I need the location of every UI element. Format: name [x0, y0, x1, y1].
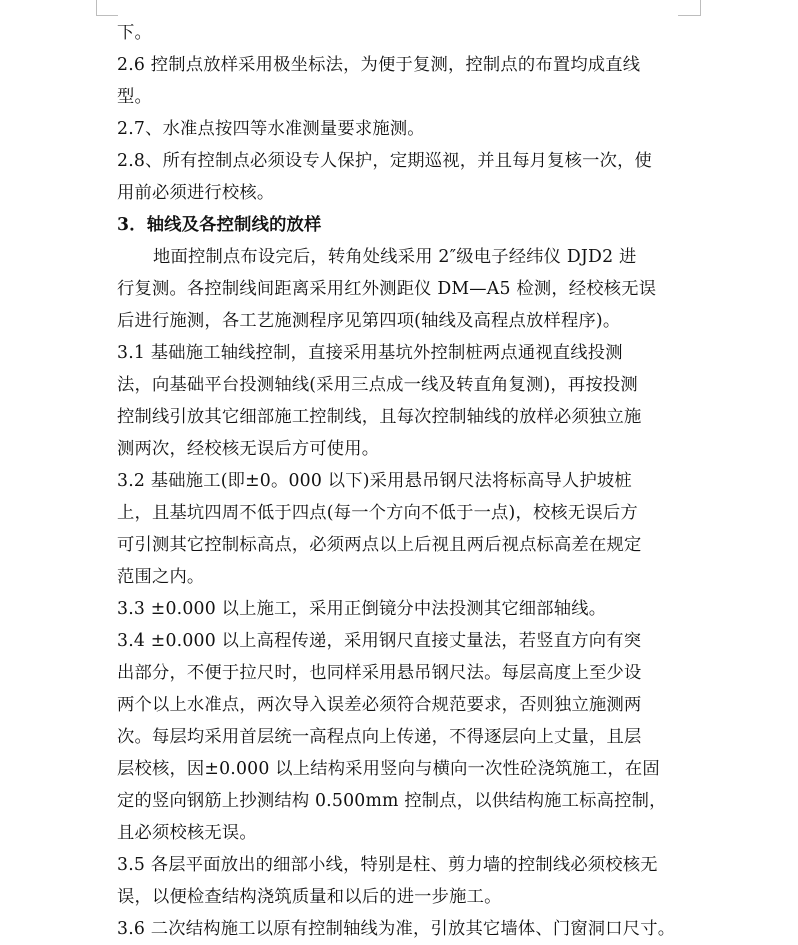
text-line: 控制线引放其它细部施工控制线，且每次控制轴线的放样必须独立施	[117, 407, 642, 427]
text-line: 3.3 ±0.000 以上施工，采用正倒镜分中法投测其它细部轴线。	[117, 599, 607, 619]
text-line: 层校核，因±0.000 以上结构采用竖向与横向一次性砼浇筑施工，在固	[117, 759, 660, 779]
crop-mark-top-right-horizontal	[678, 15, 700, 16]
text-line: 可引测其它控制标高点，必须两点以上后视且两后视点标高差在规定	[117, 535, 642, 555]
text-line: 后进行施测，各工艺施测程序见第四项(轴线及高程点放样程序)。	[117, 311, 621, 331]
text-line: 两个以上水准点，两次导入误差必须符合规范要求，否则独立施测两	[117, 695, 642, 715]
text-line: 3.5 各层平面放出的细部小线，特别是柱、剪力墙的控制线必须校核无	[117, 855, 658, 875]
text-line: 3.2 基础施工(即±0。000 以下)采用悬吊钢尺法将标高导人护坡桩	[117, 471, 632, 491]
text-line: 范围之内。	[117, 567, 205, 587]
text-line: 2.8、所有控制点必须设专人保护，定期巡视，并且每月复核一次，使	[117, 151, 653, 171]
text-line: 型。	[117, 87, 152, 107]
crop-mark-top-left-horizontal	[96, 15, 118, 16]
section-heading: 3．轴线及各控制线的放样	[117, 215, 322, 235]
text-line: 行复测。各控制线间距离采用红外测距仪 DM—A5 检测，经校核无误	[117, 279, 657, 299]
text-line: 2.6 控制点放样采用极坐标法，为便于复测，控制点的布置均成直线	[117, 55, 641, 75]
text-line: 次。每层均采用首层统一高程点向上传递，不得逐层向上丈量，且层	[117, 727, 642, 747]
text-line: 误，以便检查结构浇筑质量和以后的进一步施工。	[117, 887, 502, 907]
text-line: 出部分，不便于拉尺时，也同样采用悬吊钢尺法。每层高度上至少设	[117, 663, 642, 683]
document-body	[117, 17, 683, 945]
text-line: 地面控制点布设完后，转角处线采用 2″级电子经纬仪 DJD2 进	[153, 247, 637, 267]
crop-mark-top-right	[700, 0, 701, 16]
text-line: 用前必须进行校核。	[117, 183, 275, 203]
text-line: 3.4 ±0.000 以上高程传递，采用钢尺直接丈量法，若竖直方向有突	[117, 631, 642, 651]
text-line: 定的竖向钢筋上抄测结构 0.500mm 控制点，以供结构施工标高控制，	[117, 791, 667, 811]
text-line: 且必须校核无误。	[117, 823, 257, 843]
text-line: 3.1 基础施工轴线控制，直接采用基坑外控制桩两点通视直线投测	[117, 343, 623, 363]
text-line: 2.7、水准点按四等水准测量要求施测。	[117, 119, 425, 139]
text-line: 上，且基坑四周不低于四点(每一个方向不低于一点)，校核无误后方	[117, 503, 638, 523]
text-line: 法，向基础平台投测轴线(采用三点成一线及转直角复测)，再按投测	[117, 375, 638, 395]
text-line: 下。	[117, 23, 152, 43]
text-line: 3.6 二次结构施工以原有控制轴线为准，引放其它墙体、门窗洞口尺寸。	[117, 919, 676, 939]
crop-mark-top-left	[96, 0, 97, 16]
text-line: 测两次，经校核无误后方可使用。	[117, 439, 380, 459]
